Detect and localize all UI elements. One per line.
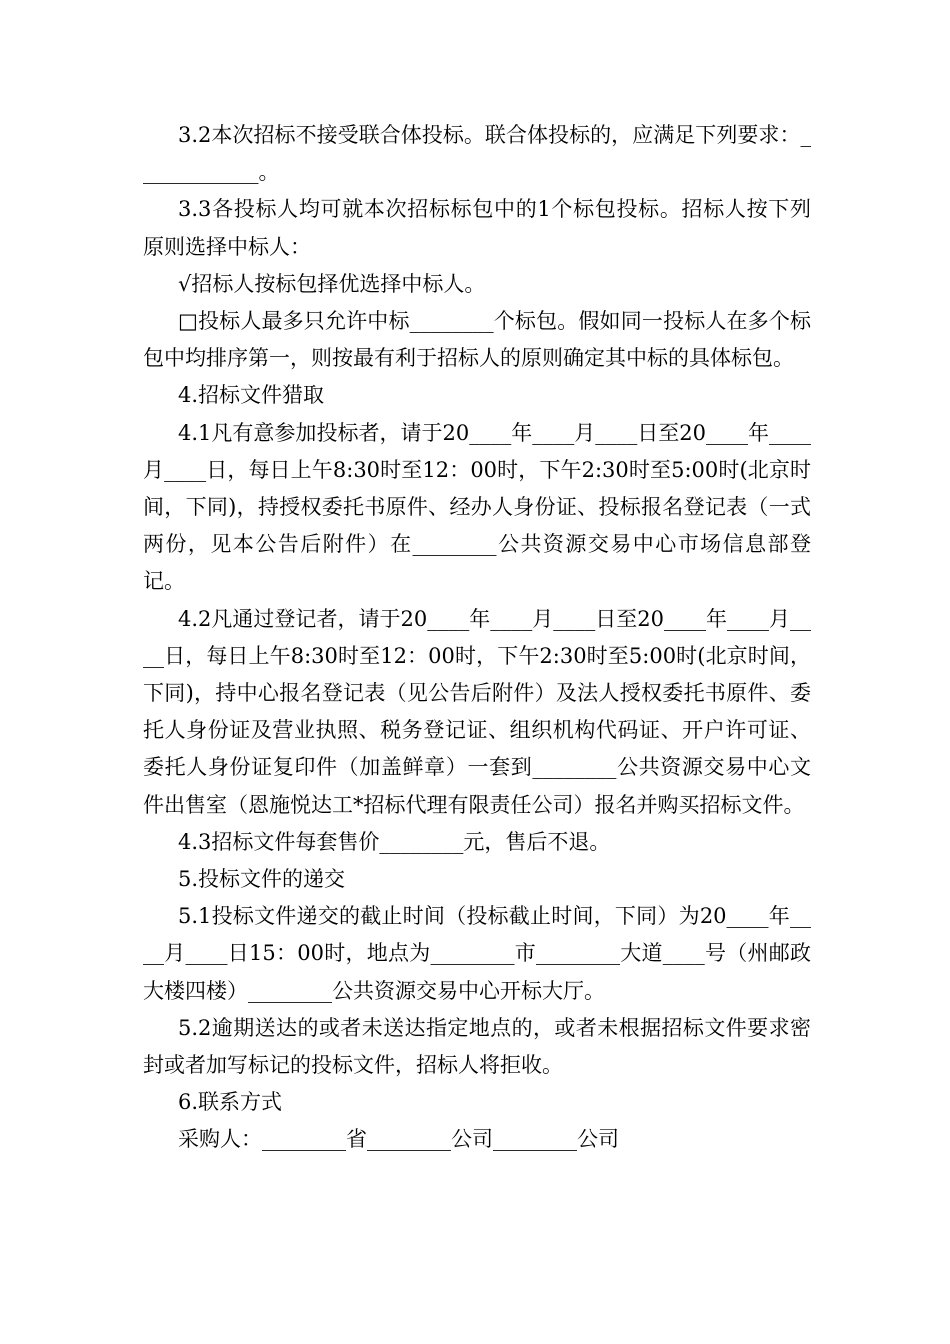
paragraph-5-2: 5.2逾期送达的或者未送达指定地点的，或者未根据招标文件要求密封或者加写标记的投标文件，招标人将拒收。 [143, 1015, 811, 1078]
heading-section-5: 5.投标文件的递交 [178, 867, 346, 892]
document-body [143, 117, 811, 1159]
heading-section-6: 6.联系方式 [178, 1090, 283, 1115]
paragraph-4-2: 4.2凡通过登记者，请于20____年____月____日至20____年____月____日，每日上午8:30时至12：00时，下午2:30时至5:00时(北京时间，下同)，持中心报名登记表（见公告后附件）及法人授权委托书原件、委托人身份证及营业执照、税务登记证、组织机构代码证、开户许可证、委托人身份证复印件（加盖鲜章）一套到________公共资源交易中心文件出售室（恩施悦达工*招标代理有限责任公司）报名并购买招标文件。 [143, 606, 811, 817]
option-checked: √招标人按标包择优选择中标人。 [178, 271, 486, 296]
paragraph-3-3: 3.3各投标人均可就本次招标标包中的1个标包投标。招标人按下列原则选择中标人： [143, 197, 811, 259]
heading-section-4: 4.招标文件猎取 [178, 383, 325, 408]
option-unchecked: □投标人最多只允许中标________个标包。假如同一投标人在多个标包中均排序第一，则按最有利于招标人的原则确定其中标的具体标包。 [143, 309, 811, 371]
paragraph-4-3: 4.3招标文件每套售价________元，售后不退。 [178, 829, 611, 854]
contact-purchaser: 采购人：________省________公司________公司 [178, 1127, 619, 1152]
paragraph-5-1: 5.1投标文件递交的截止时间（投标截止时间，下同）为20____年____月____日15：00时，地点为________市________大道____号（州邮政大楼四楼）________公共资源交易中心开标大厅。 [143, 904, 811, 1003]
paragraph-4-1: 4.1凡有意参加投标者，请于20____年____月____日至20____年____月____日，每日上午8:30时至12：00时，下午2:30时至5:00时(北京时间，下同)，持授权委托书原件、经办人身份证、投标报名登记表（一式两份，见本公告后附件）在________公共资源交易中心市场信息部登记。 [143, 420, 811, 594]
paragraph-3-2: 3.2本次招标不接受联合体投标。联合体投标的，应满足下列要求：____________。 [143, 123, 811, 185]
